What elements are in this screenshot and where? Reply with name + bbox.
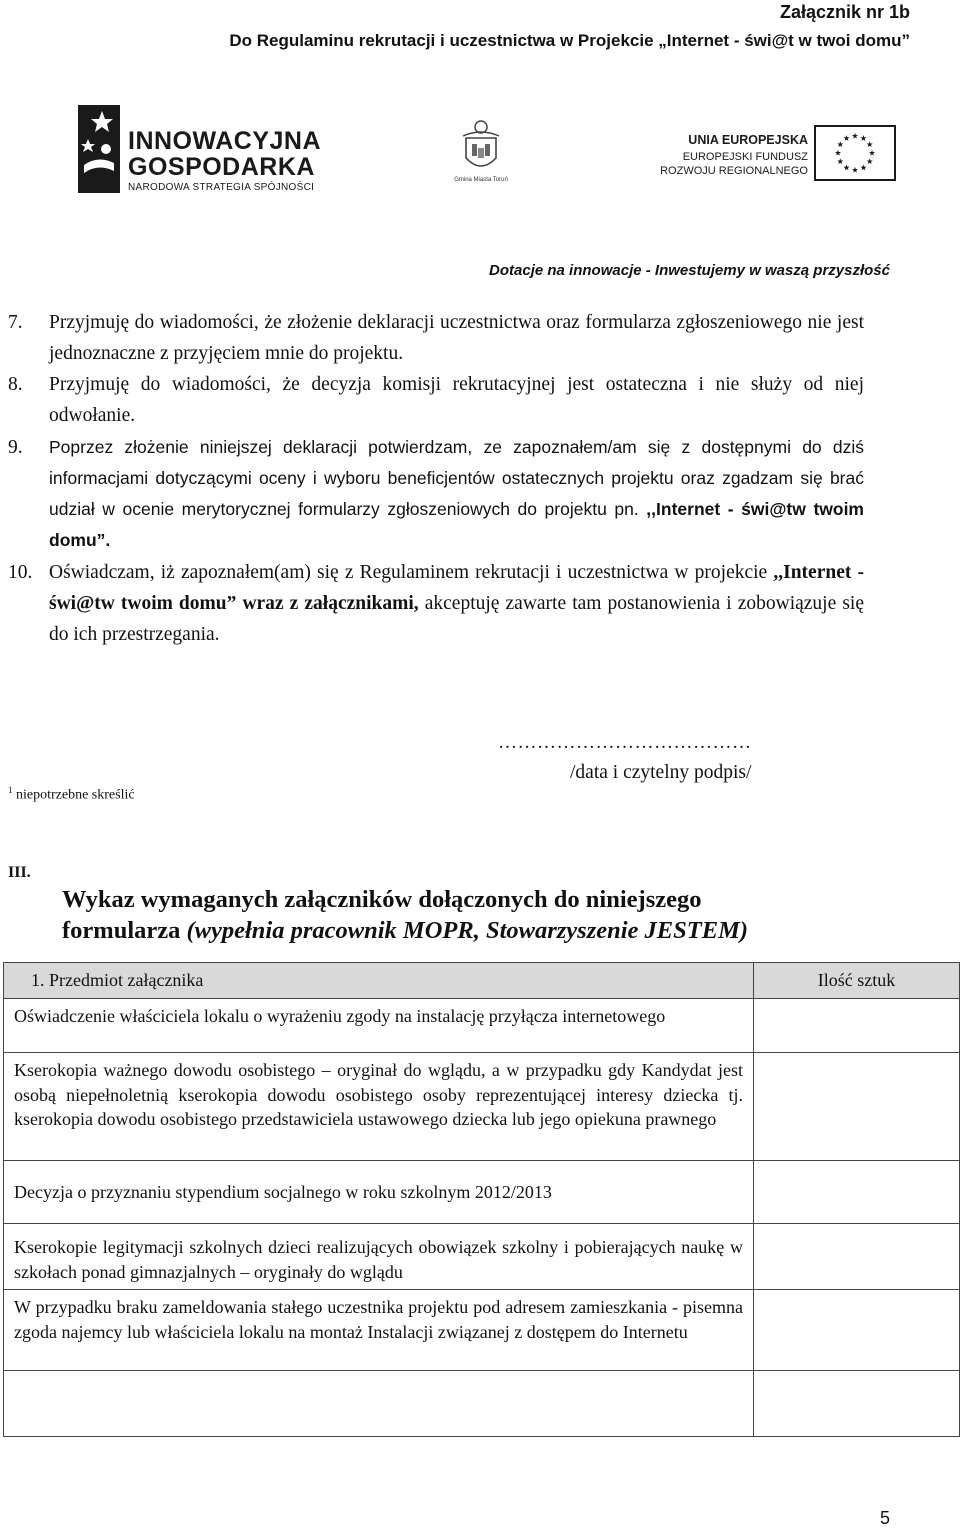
- quantity-cell[interactable]: [754, 999, 960, 1053]
- footnote: [8, 785, 135, 804]
- project-name-bold: ,,Internet - świ@tw twoim domu” wraz z załącznikami,: [49, 562, 864, 614]
- ig-line-1: INNOWACYJNA: [128, 127, 322, 155]
- attachment-description: Kserokopie legitymacji szkolnych dzieci realizujących obowiązek szkolny i pobierających naukę w szkołach ponad gimnazjalnych – oryginały do wglądu: [4, 1224, 754, 1290]
- attachment-description[interactable]: [4, 1371, 754, 1437]
- table-row: [4, 1053, 960, 1161]
- attachments-table: [3, 962, 960, 1437]
- section-title-line-2b: (wypełnia pracownik MOPR, Stowarzyszenie JESTEM): [186, 917, 749, 944]
- project-name-bold: ,,Internet - świ@tw twoim domu”.: [49, 499, 864, 550]
- eu-line-3: ROZWOJU REGIONALNEGO: [660, 165, 808, 177]
- ig-line-3: NARODOWA STRATEGIA SPÓJNOŚCI: [128, 182, 315, 193]
- item-text: Poprzez złożenie niniejszej deklaracji potwierdzam, ze zapoznałem/am się z dostępnymi do dziś informacjami dotyczącymi oceny i wyboru beneficjentów ostatecznych projektu oraz zgadzam się brać udział w ocenie merytorycznej formularzy zgłoszeniowych do projektu pn.: [49, 437, 864, 519]
- footnote-mark: 1: [8, 785, 13, 795]
- annex-label: Załącznik nr 1b: [779, 2, 910, 22]
- table-header-row: [4, 963, 960, 999]
- table-row: [4, 999, 960, 1053]
- table-row: [4, 1161, 960, 1224]
- section-title-line-2a: formularza: [62, 917, 181, 944]
- quantity-cell[interactable]: [754, 1053, 960, 1161]
- quantity-cell[interactable]: [754, 1290, 960, 1371]
- quantity-cell[interactable]: [754, 1371, 960, 1437]
- signature-label: /data i czytelny podpis/: [570, 762, 752, 783]
- quantity-cell[interactable]: [754, 1161, 960, 1224]
- item-number: 10.: [8, 562, 33, 583]
- declaration-item-10: [8, 557, 864, 650]
- quantity-cell[interactable]: [754, 1224, 960, 1290]
- column-header-subject: 1. Przedmiot załącznika: [4, 963, 754, 999]
- ig-emblem-icon: [78, 105, 120, 193]
- attachment-description: Kserokopia ważnego dowodu osobistego – oryginał do wglądu, a w przypadku gdy Kandydat jest osobą niepełnoletnią kserokopia dowodu osobistego osoby reprezentującej interesy dziecka tj. kserokopia dowodu osobistego przedstawiciela ustawowego dziecka lub jego opiekuna prawnego: [4, 1053, 754, 1161]
- torun-caption: Gmina Miasta Toruń: [454, 177, 508, 183]
- attachment-description: W przypadku braku zameldowania stałego uczestnika projektu pod adresem zamieszkania - pisemna zgoda najemcy lub właściciela lokalu na montaż Instalacji związanej z dostępem do Internetu: [4, 1290, 754, 1371]
- footnote-text: niepotrzebne skreślić: [16, 787, 135, 803]
- coat-of-arms-icon: [458, 118, 504, 176]
- section-title-line-1: Wykaz wymaganych załączników dołączonych do niniejszego: [62, 886, 702, 913]
- item-text: Przyjmuję do wiadomości, że złożenie deklaracji uczestnictwa oraz formularza zgłoszeniowego nie jest jednoznaczne z przyjęciem mnie do projektu.: [49, 312, 864, 364]
- signature-line: …………………………………: [498, 732, 752, 753]
- attachment-description: Decyzja o przyznaniu stypendium socjalnego w roku szkolnym 2012/2013: [4, 1161, 754, 1224]
- ig-line-2: GOSPODARKA: [128, 153, 315, 181]
- item-text-b: akceptuję zawarte tam postanowienia i zobowiązuje się do ich przestrzegania.: [49, 593, 864, 645]
- torun-coat-of-arms: [446, 118, 516, 190]
- innowacyjna-gospodarka-logo: [78, 105, 328, 195]
- table-row: [4, 1371, 960, 1437]
- column-header-quantity: Ilość sztuk: [754, 963, 960, 999]
- section-number: III.: [8, 864, 31, 881]
- declaration-item-8: [8, 369, 864, 431]
- eu-flag-icon: [814, 125, 896, 181]
- table-row: [4, 1290, 960, 1371]
- project-motto: Dotacje na innowacje - Inwestujemy w waszą przyszłość: [489, 262, 890, 279]
- eu-logo: [660, 122, 900, 182]
- declaration-item-7: [8, 307, 864, 369]
- section-title: [62, 884, 748, 946]
- item-text: Przyjmuję do wiadomości, że decyzja komisji rekrutacyjnej jest ostateczna i nie służy od niej odwołanie.: [49, 374, 864, 426]
- declaration-item-9: [8, 432, 864, 556]
- item-number: 9.: [8, 437, 23, 458]
- page-number: 5: [880, 1508, 891, 1528]
- item-number: 7.: [8, 312, 23, 333]
- attachment-description: Oświadczenie właściciela lokalu o wyrażeniu zgody na instalację przyłącza internetowego: [4, 999, 754, 1053]
- eu-line-1: UNIA EUROPEJSKA: [688, 133, 808, 147]
- table-row: [4, 1224, 960, 1290]
- regulation-title: Do Regulaminu rekrutacji i uczestnictwa w Projekcie „Internet - świ@t w twoi domu”: [229, 31, 910, 50]
- item-number: 8.: [8, 374, 23, 395]
- eu-line-2: EUROPEJSKI FUNDUSZ: [682, 151, 808, 163]
- item-text-a: Oświadczam, iż zapoznałem(am) się z Regulaminem rekrutacji i uczestnictwa w projekcie: [49, 562, 768, 583]
